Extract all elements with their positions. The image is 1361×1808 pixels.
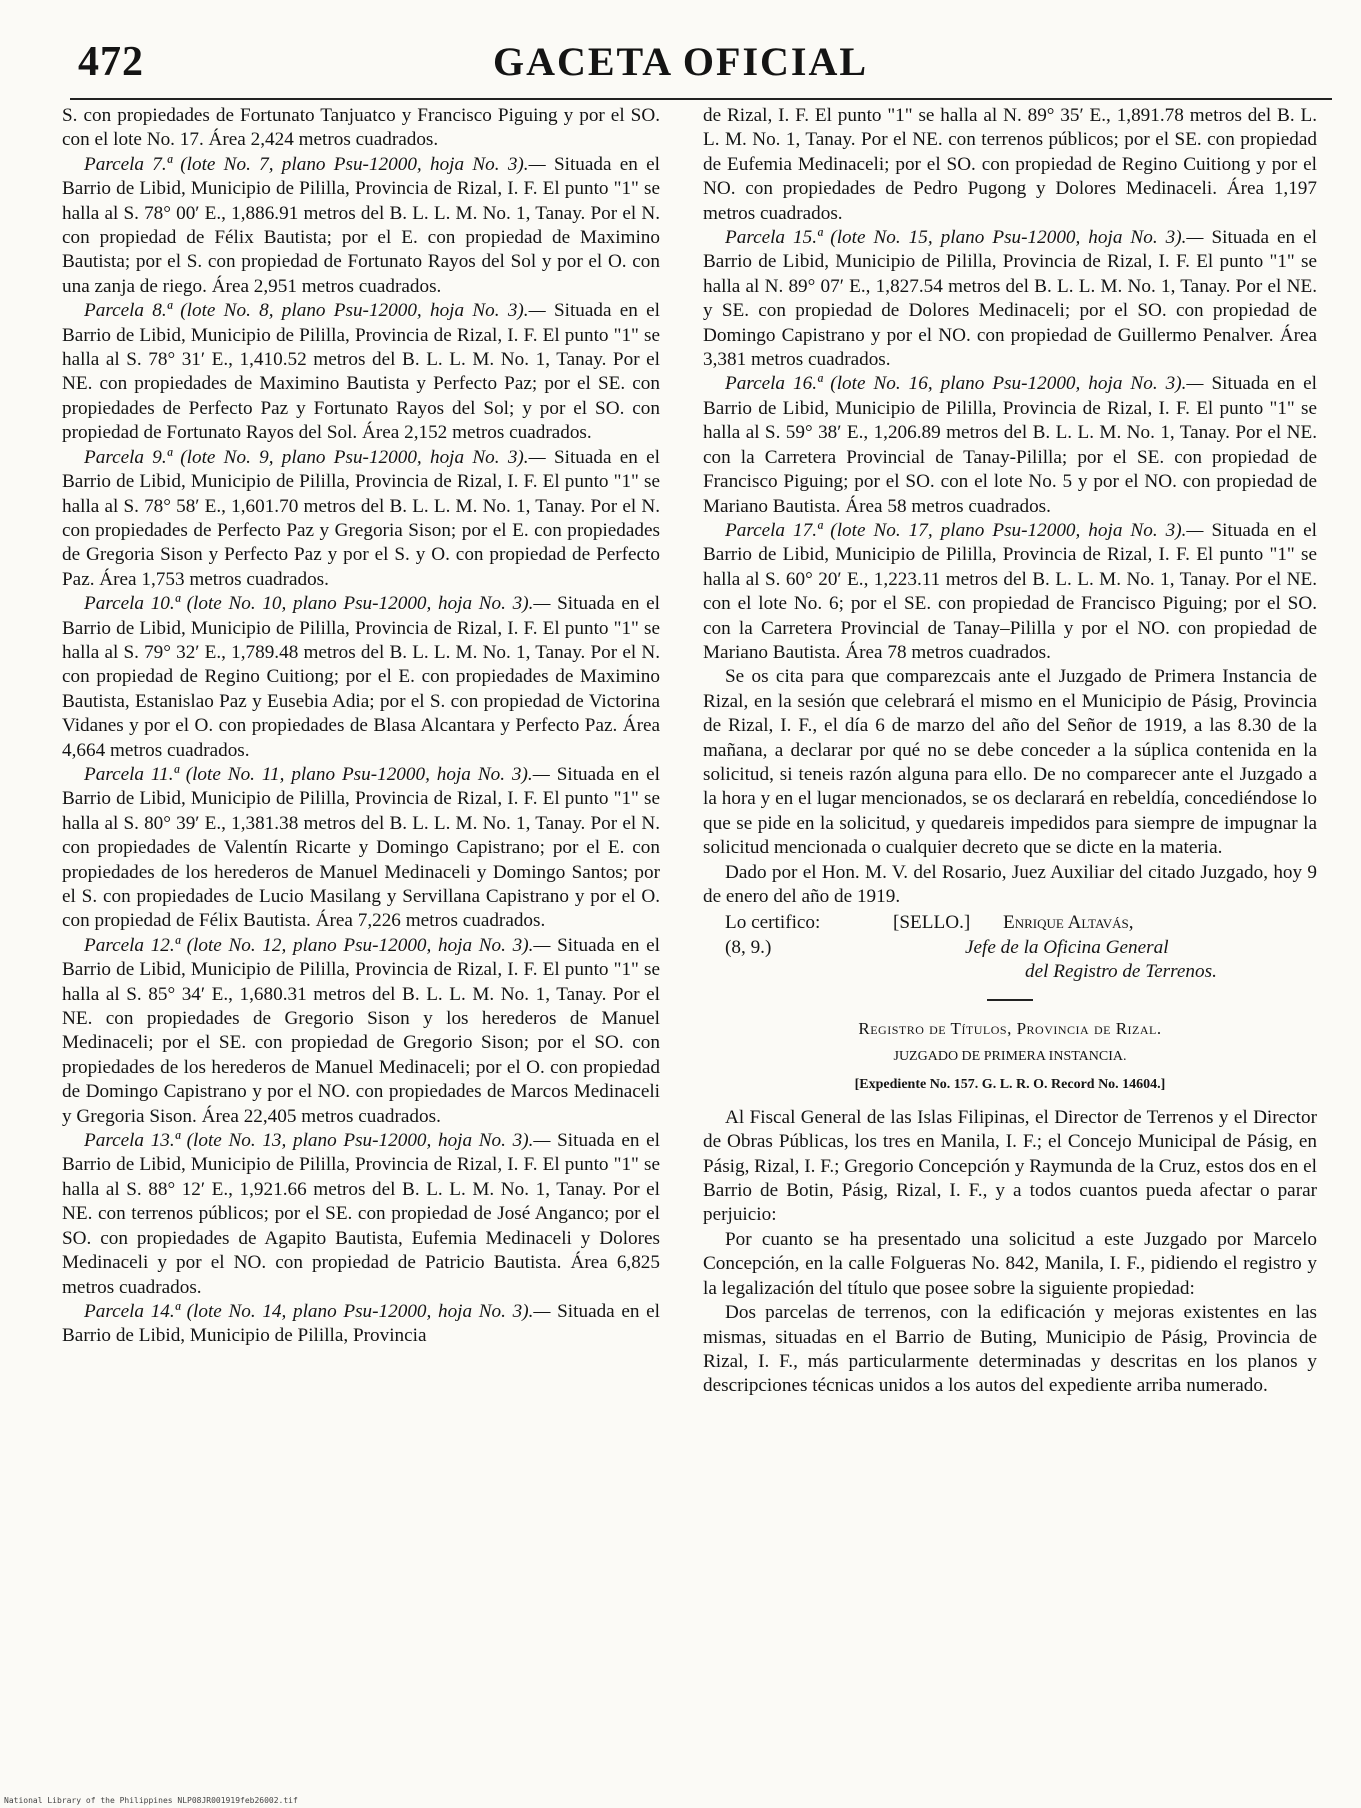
paragraph: [62, 299, 660, 445]
right-column: [703, 104, 1317, 1399]
parcel-heading: Parcela 16.ª (lote No. 16, plano Psu-12000, hoja No. 3).—: [725, 373, 1204, 395]
paragraph-text: Situada en el Barrio de Libid, Municipio de Pililla, Provincia: [62, 1300, 660, 1347]
paragraph-text: Dado por el Hon. M. V. del Rosario, Juez Auxiliar del citado Juzgado, hoy 9 de enero del año de 1919.: [703, 861, 1317, 907]
paragraph-text: Situada en el Barrio de Libid, Municipio de Pililla, Provincia de Rizal, I. F. El punto "1" se halla al S. 78° 00′ E., 1,886.91 metros del B. L. L. M. No. 1, Tanay. Por el N. con propiedad de Félix Bautista; por el E. con propiedad de Maximino Bautista; por el S. con propiedad de Fortunato Rayos del Sol y por el O. con una zanja de riego. Área 2,951 metros cuadrados.: [62, 153, 661, 297]
masthead-title: GACETA OFICIAL: [492, 39, 869, 84]
paragraph: [703, 1301, 1317, 1399]
paragraph-text: Situada en el Barrio de Libid, Municipio de Pililla, Provincia de Rizal, I. F. El punto "1" se halla al S. 80° 39′ E., 1,381.38 metros del B. L. L. M. No. 1, Tanay. Por el N. con propiedades de Valentín Ricarte y Domingo Capistrano; por el E. con propiedades de los herederos de Manuel Medinaceli y Domingo Santos; por el S. con propiedades de Lucio Masilang y Servillana Capistrano y por el O. con propiedad de Félix Bautista. Área 7,226 metros cuadrados.: [62, 763, 661, 932]
parcel-heading: Parcela 9.ª (lote No. 9, plano Psu-12000, hoja No. 3).—: [84, 446, 546, 468]
paragraph: [62, 934, 660, 1129]
paragraph: [62, 153, 660, 299]
paragraph-text: Situada en el Barrio de Libid, Municipio de Pililla, Provincia de Rizal, I. F. El punto "1" se halla al S. 60° 20′ E., 1,223.11 metros del B. L. L. M. No. 1, Tanay. Por el NE. con el lote No. 6; por el SE. con propiedad de Francisco Piguing; por el SO. con la Carretera Provincial de Tanay–Pililla y por el NO. con propiedad de Mariano Bautista. Área 78 metros cuadrados.: [703, 519, 1318, 663]
section-heading: Registro de Títulos, Provincia de Rizal.: [858, 1018, 1162, 1038]
parcel-heading: Parcela 7.ª (lote No. 7, plano Psu-12000, hoja No. 3).—: [84, 153, 546, 175]
signature-block: [703, 911, 1317, 984]
footer-text: National Library of the Philippines NLP08JR001919feb26002.tif: [4, 1796, 298, 1805]
paragraph-text: Se os cita para que comparezcais ante el Juzgado de Primera Instancia de Rizal, en la sesión que celebrará el mismo en el Municipio de Pásig, Provincia de Rizal, I. F., el día 6 de marzo del año del Señor de 1919, a las 8.30 de la mañana, a declarar por qué no se debe conceder a la súplica contenida en la solicitud, si teneis razón alguna para ello. De no comparecer ante el Juzgado a la hora y en el lugar mencionados, se os declarará en rebeldía, concediéndose lo que se pide en la solicitud, y quedareis impedidos para siempre de impugnar la solicitud mencionada o cualquier decreto que se dicte en la materia.: [703, 666, 1317, 859]
paragraph: [703, 104, 1317, 226]
section-reference: [Expediente No. 157. G. L. R. O. Record No. 14604.]: [854, 1077, 1166, 1093]
paragraph-text: Situada en el Barrio de Libid, Municipio de Pililla, Provincia de Rizal, I. F. El punto "1" se halla al S. 88° 12′ E., 1,921.66 metros del B. L. L. M. No. 1, Tanay. Por el NE. con terrenos públicos; por el SE. con propiedad de José Anganco; por el SO. con propiedades de Agapito Bautista, Eufemia Medinaceli y Dolores Medinaceli y por el NO. con propiedad de Patricio Bautista. Área 6,825 metros cuadrados.: [62, 1130, 660, 1298]
paragraph: [62, 1300, 660, 1349]
paragraph-text: Situada en el Barrio de Libid, Municipio de Pililla, Provincia de Rizal, I. F. El punto "1" se halla al S. 78° 58′ E., 1,601.70 metros del B. L. L. M. No. 1, Tanay. Por el N. con propiedades de Perfecto Paz y Gregoria Sison; por el E. con propiedades de Gregoria Sison y Perfecto Paz y por el S. y O. con propiedad de Perfecto Paz. Área 1,753 metros cuadrados.: [62, 446, 661, 590]
paragraph: [703, 665, 1317, 860]
parcel-heading: Parcela 15.ª (lote No. 15, plano Psu-12000, hoja No. 3).—: [725, 227, 1204, 249]
paragraph-text: Dos parcelas de terrenos, con la edificación y mejoras existentes en las mismas, situadas en el Barrio de Buting, Municipio de Pásig, Provincia de Rizal, I. F., más particularmente determinadas y descritas en los planos y descripciones técnicas unidos a los autos del expediente arriba numerado.: [703, 1302, 1317, 1397]
signatory-name: Enrique Altavás,: [1003, 912, 1134, 934]
left-column: [62, 104, 660, 1349]
paragraph: [703, 861, 1317, 910]
parcel-heading: Parcela 10.ª (lote No. 10, plano Psu-12000, hoja No. 3).—: [84, 593, 551, 615]
paragraph-text: Situada en el Barrio de Libid, Municipio de Pililla, Provincia de Rizal, I. F. El punto "1" se halla al S. 79° 32′ E., 1,789.48 metros del B. L. L. M. No. 1, Tanay. Por el N. con propiedad de Regino Cuitiong; por el E. con propiedades de Maximino Bautista, Estanislao Paz y Eusebia Adia; por el S. con propiedad de Victorina Vidanes y por el O. con propiedades de Blasa Alcantara y Perfecto Paz. Área 4,664 metros cuadrados.: [62, 593, 660, 761]
paragraph: [703, 1106, 1317, 1228]
paragraph-text: Situada en el Barrio de Libid, Municipio de Pililla, Provincia de Rizal, I. F. El punto "1" se halla al S. 59° 38′ E., 1,206.89 metros del B. L. L. M. No. 1, Tanay. Por el NE. con la Carretera Provincial de Tanay-Pililla; por el SE. con propiedad de Francisco Piguing; por el SO. con el lote No. 5 y por el NO. con propiedad de Mariano Bautista. Área 58 metros cuadrados.: [703, 373, 1318, 517]
issue-number: (8, 9.): [725, 936, 772, 958]
parcel-heading: Parcela 12.ª (lote No. 12, plano Psu-12000, hoja No. 3).—: [84, 934, 551, 956]
page-number: 472: [78, 39, 144, 85]
header-rule: [70, 98, 1332, 100]
parcel-heading: Parcela 8.ª (lote No. 8, plano Psu-12000, hoja No. 3).—: [84, 300, 546, 322]
section-court: JUZGADO DE PRIMERA INSTANCIA.: [893, 1049, 1127, 1065]
seal-label: [SELLO.]: [893, 912, 971, 934]
paragraph: [62, 763, 660, 934]
parcel-heading: Parcela 14.ª (lote No. 14, plano Psu-12000, hoja No. 3).—: [84, 1300, 551, 1322]
signatory-title-1: Jefe de la Oficina General: [965, 936, 1169, 958]
paragraph-text: S. con propiedades de Fortunato Tanjuatco y Francisco Piguing y por el SO. con el lote No. 17. Área 2,424 metros cuadrados.: [62, 105, 660, 151]
paragraph: [703, 519, 1317, 665]
paragraph: [703, 1228, 1317, 1301]
signatory-title-2: del Registro de Terrenos.: [1025, 961, 1217, 983]
parcel-heading: Parcela 13.ª (lote No. 13, plano Psu-12000, hoja No. 3).—: [84, 1130, 551, 1152]
paragraph-text: Situada en el Barrio de Libid, Municipio de Pililla, Provincia de Rizal, I. F. El punto "1" se halla al S. 85° 34′ E., 1,680.31 metros del B. L. L. M. No. 1, Tanay. Por el NE. con propiedades de Gregorio Sison y los herederos de Manuel Medinaceli; por el SE. con propiedad de Gregorio Sison; por el SO. con propiedades de los herederos de Manuel Medinaceli; por el O. con propiedad de Domingo Capistrano y por el NO. con propiedades de Marcos Medinaceli y Gregoria Sison. Área 22,405 metros cuadrados.: [62, 934, 660, 1127]
paragraph: [62, 446, 660, 592]
certify-label: Lo certifico:: [725, 912, 821, 934]
paragraph: [703, 372, 1317, 518]
parcel-heading: Parcela 17.ª (lote No. 17, plano Psu-12000, hoja No. 3).—: [725, 519, 1204, 541]
paragraph-text: Al Fiscal General de las Islas Filipinas, el Director de Terrenos y el Director de Obras Públicas, los tres en Manila, I. F.; el Concejo Municipal de Pásig, en Pásig, Rizal, I. F.; Gregorio Concepción y Raymunda de la Cruz, estos dos en el Barrio de Botin, Pásig, Rizal, I. F., y a todos cuantos pueda afectar o parar perjuicio:: [703, 1106, 1317, 1226]
paragraph-text: de Rizal, I. F. El punto "1" se halla al N. 89° 35′ E., 1,891.78 metros del B. L. L. M. No. 1, Tanay. Por el NE. con terrenos públicos; por el SE. con propiedad de Eufemia Medinaceli; por el SO. con propiedad de Regino Cuitiong y por el NO. con propiedades de Pedro Pugong y Dolores Medinaceli. Área 1,197 metros cuadrados.: [703, 105, 1317, 224]
paragraph: [62, 104, 660, 153]
separator-rule: [987, 999, 1033, 1001]
paragraph: [62, 1129, 660, 1300]
parcel-heading: Parcela 11.ª (lote No. 11, plano Psu-12000, hoja No. 3).—: [84, 763, 550, 785]
paragraph-text: Situada en el Barrio de Libid, Municipio de Pililla, Provincia de Rizal, I. F. El punto "1" se halla al S. 78° 31′ E., 1,410.52 metros del B. L. L. M. No. 1, Tanay. Por el NE. con propiedades de Maximino Bautista y Perfecto Paz; por el SE. con propiedades de Perfecto Paz y Fortunato Rayos del Sol; y por el SO. con propiedad de Fortunato Rayos del Sol. Área 2,152 metros cuadrados.: [62, 300, 661, 444]
paragraph: [62, 592, 660, 763]
paragraph: [703, 226, 1317, 372]
paragraph-text: Por cuanto se ha presentado una solicitud a este Juzgado por Marcelo Concepción, en la calle Folgueras No. 842, Manila, I. F., pidiendo el registro y la legalización del título que posee sobre la siguiente propiedad:: [703, 1228, 1317, 1299]
paragraph-text: Situada en el Barrio de Libid, Municipio de Pililla, Provincia de Rizal, I. F. El punto "1" se halla al N. 89° 07′ E., 1,827.54 metros del B. L. L. M. No. 1, Tanay. Por el NE. y SE. con propiedad de Dolores Medinaceli; por el SO. con propiedad de Domingo Capistrano y por el NO. con propiedad de Guillermo Penalver. Área 3,381 metros cuadrados.: [703, 227, 1318, 371]
